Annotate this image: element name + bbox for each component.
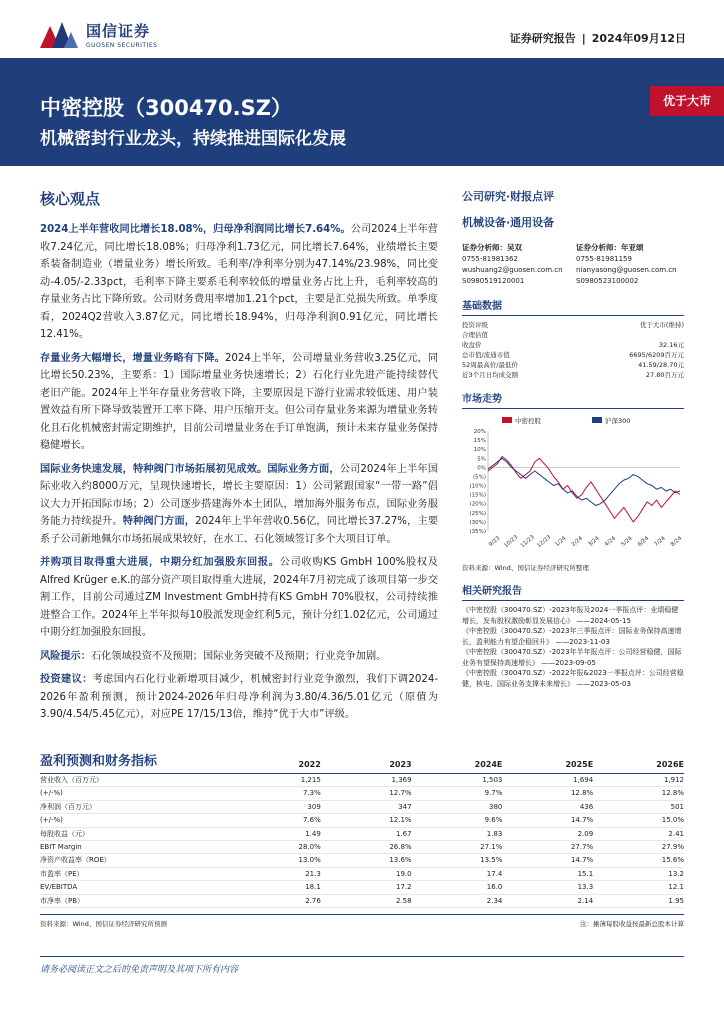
y-tick-label: (5%)	[472, 474, 486, 481]
basic-data-key: 合理估值	[462, 331, 488, 339]
paragraph-highlight: 投资建议：	[40, 674, 93, 685]
basic-data-value: 27.80百万元	[645, 371, 684, 379]
x-tick-label: 10/23	[503, 534, 520, 550]
table-row	[40, 801, 684, 814]
table-body	[40, 774, 684, 908]
y-tick-label: 20%	[473, 429, 486, 435]
basic-data-row	[462, 330, 684, 340]
paragraph-business	[40, 350, 438, 455]
table-cell: 380	[489, 802, 503, 811]
analyst-phone: 0755-81981159	[576, 255, 632, 263]
table-row	[40, 854, 684, 867]
page-header	[0, 0, 724, 58]
table-header	[40, 750, 684, 774]
x-tick-label: 8/24	[669, 535, 684, 549]
table-cell: 27.7%	[570, 843, 594, 852]
basic-data-row	[462, 370, 684, 380]
table-cell: 13.5%	[480, 856, 503, 865]
table-year: 2026E	[656, 760, 684, 769]
table-source: 资料来源：Wind、国信证券经济研究所预测	[40, 920, 167, 929]
paragraph-revenue	[40, 221, 438, 344]
table-cell: 9.7%	[484, 789, 503, 798]
basic-data-list	[462, 320, 684, 380]
paragraph-text: 公司2024上半年营收7.24亿元，同比增长18.08%；归母净利1.73亿元，同比增长7.64%，业绩增长主要系装备制造业（增量业务）增长所致。毛利率/净利率分别为47.14%/23.98%，同比变动-4.05/-2.33pct，毛利率下降主要系毛利率较低的增量业务占比上升，毛利率较高的存量业务占比下降所致。公司财务费用率增加1.21个pct，主要是汇兑损失所致。单季度看，2024Q2营收入3.87亿元，同比增长18.94%，归母净利润0.91亿元，同比增长12.41%。	[40, 224, 438, 340]
table-cell: 26.8%	[389, 843, 412, 852]
analyst-email[interactable]: nianyasong@guosen.com.cn	[576, 266, 677, 274]
x-tick-label: 6/24	[636, 535, 651, 549]
x-tick-label: 2/24	[570, 535, 585, 549]
table-row	[40, 828, 684, 841]
table-cell: 1,912	[663, 776, 684, 784]
table-cell: 1.95	[668, 896, 684, 905]
table-row-label: (+/-%)	[40, 789, 63, 798]
analyst-name: 年亚颂	[621, 243, 644, 252]
logo-text-en: GUOSEN SECURITIES	[86, 42, 158, 49]
analyst-list	[462, 242, 684, 287]
rating-badge: 优于大市	[650, 86, 724, 116]
table-cell: 436	[579, 802, 594, 811]
table-row-label: 净利润（百万元）	[40, 802, 96, 811]
table-cell: 13.2	[668, 869, 684, 878]
table-row	[40, 787, 684, 800]
paragraph-text: 公司收购KS GmbH 100%股权及Alfred Krüger e.K.的部分资产项目取得重大进展，2024年7月初完成了该项目第一步交割工作，目前公司通过ZM Investment GmbH持有KS GmbH 70%股权，公司持续推进整合工作。2024年上半年拟每10股派发现金红利5元，预计分红1.02亿元，公司通过中期分红加强股东回报。	[40, 557, 438, 638]
x-tick-label: 9/23	[487, 535, 502, 549]
basic-data-row	[462, 350, 684, 360]
legend-label: 中密控股	[515, 417, 541, 425]
related-report-item[interactable]: 《中密控股（300470.SZ）-2022年报&2023一季报点评：公司经营稳健，核电、国际业务支撑未来增长》 ——2023-05-03	[462, 669, 684, 688]
table-row-label: 净资产收益率（ROE）	[40, 856, 111, 865]
table-year: 2025E	[565, 760, 594, 769]
basic-data-value: 6695/6209百万元	[629, 351, 684, 359]
paragraph-highlight: 风险提示：	[40, 650, 91, 662]
financial-table	[40, 750, 684, 928]
paragraph-international	[40, 461, 438, 549]
table-title: 盈利预测和财务指标	[40, 754, 158, 769]
x-tick-label: 3/24	[587, 535, 601, 549]
x-tick-label: 12/23	[536, 534, 553, 550]
table-cell: 2.41	[668, 829, 684, 838]
market-trend-chart	[462, 413, 684, 561]
table-cell: 17.4	[486, 869, 503, 878]
table-row	[40, 774, 684, 787]
table-cell: 2.14	[577, 896, 594, 905]
analyst-email[interactable]: wushuang2@guosen.com.cn	[462, 266, 563, 274]
analyst-role: 证券分析师：	[462, 243, 507, 252]
paragraph-highlight: 国际业务方面，	[267, 463, 340, 475]
table-row-label: (+/-%)	[40, 816, 63, 825]
table-row-label: EBIT Margin	[40, 843, 82, 852]
basic-data-row	[462, 360, 684, 370]
table-cell: 2.58	[396, 896, 412, 905]
series-line-index	[488, 458, 680, 505]
basic-data-row	[462, 340, 684, 350]
basic-data-key: 近3个月日均成交额	[462, 371, 519, 379]
paragraph-text: 2024上半年，公司增量业务营收3.25亿元，同比增长50.23%，主要系：1）国际增量业务快速增长；2）石化行业先进产能持续替代老旧产能。2024年上半年存量业务营收下降，主要原因是下游行业需求较低迷、用户装置效益有所下降导致装置开工率下降、用户压缩开支。但公司存量业务来源为增量业务转化且石化机械密封需定期维护，目前公司增量业务在手订单饱满，预计未来存量业务保持稳健增长。	[40, 352, 439, 451]
table-year: 2022	[298, 760, 321, 769]
basic-data-row	[462, 320, 684, 330]
disclaimer-footer: 请务必阅读正文之后的免责声明及其项下所有内容	[40, 965, 239, 975]
table-cell: 347	[398, 802, 412, 811]
basic-data-key: 收盘价	[462, 341, 482, 349]
related-report-item[interactable]: 《中密控股（300470.SZ）-2023年三季报点评：国际业务保持高速增长，盈利能力有望企稳回升》 ——2023-11-03	[462, 627, 682, 646]
market-trend-svg	[462, 413, 684, 561]
paragraph-acquisition	[40, 554, 438, 642]
basic-data-key: 总市值/流通市值	[462, 351, 510, 359]
table-row-label: 营业收入（百万元）	[40, 776, 103, 784]
legend-swatch	[502, 417, 512, 423]
analyst-phone: 0755-81981362	[462, 255, 518, 263]
y-tick-label: (20%)	[469, 501, 486, 508]
related-reports-title: 相关研究报告	[462, 582, 684, 601]
paragraph-text: 2024年上半年营收0.56亿，同比增长37.27%，主要系子公司新地佩尔市场拓展成果较好，在水工、石化领域签订多个大项目订单。	[40, 516, 439, 545]
report-category: 公司研究·财报点评	[462, 190, 555, 203]
basic-data-title: 基础数据	[462, 297, 684, 316]
x-tick-label: 1/24	[554, 535, 568, 549]
table-cell: 15.1	[577, 869, 594, 878]
core-view-section	[40, 188, 438, 730]
table-cell: 1,369	[391, 776, 412, 784]
table-cell: 9.6%	[484, 816, 503, 825]
x-tick-label: 4/24	[603, 535, 618, 549]
paragraph-text: 石化领域投资不及预期；国际业务突破不及预期；行业竞争加剧。	[90, 650, 387, 662]
table-footer	[40, 914, 684, 928]
table-cell: 7.3%	[303, 789, 321, 798]
analyst-name: 吴双	[507, 243, 522, 252]
table-cell: 12.8%	[570, 789, 594, 798]
table-row-label: EV/EBITDA	[40, 883, 78, 892]
meta-separator: |	[581, 32, 586, 45]
related-report-item[interactable]: 《中密控股（300470.SZ）-2023年半年报点评：公司经营稳健，国际业务有望保持高速增长》 ——2023-09-05	[462, 648, 682, 667]
paragraph-investment	[40, 671, 438, 724]
basic-data-key: 52周最高价/最低价	[462, 361, 518, 369]
table-row	[40, 895, 684, 908]
basic-data-value: 优于大市(维持)	[639, 321, 684, 329]
table-cell: 15.6%	[661, 856, 684, 865]
guosen-logo	[40, 20, 157, 49]
table-row-label: 市净率（PB）	[40, 896, 85, 905]
basic-data-key: 投资评级	[462, 321, 488, 329]
table-cell: 13.3	[577, 883, 594, 892]
y-tick-label: (15%)	[469, 492, 486, 499]
report-meta	[510, 30, 686, 46]
table-cell: 12.1	[668, 883, 684, 892]
chart-source: 资料来源：Wind、国信证券经济研究所整理	[462, 564, 589, 572]
table-cell: 1.49	[305, 829, 321, 838]
table-row	[40, 814, 684, 827]
paragraph-highlight: 国际业务快速发展，特种阀门市场拓展初见成效。	[40, 463, 268, 475]
paragraph-highlight: 并购项目取得重大进展，中期分红加强股东回报。	[40, 557, 280, 568]
table-cell: 7.6%	[303, 816, 321, 825]
title-banner	[0, 58, 724, 166]
y-tick-label: (35%)	[469, 529, 486, 535]
report-type: 证券研究报告	[509, 32, 576, 45]
y-tick-label: 5%	[477, 456, 486, 463]
y-tick-label: 15%	[473, 438, 486, 445]
paragraph-text: 考虑国内石化行业新增项目减少，机械密封行业竞争激烈，我们下调2024-2026年盈利预测，预计2024-2026年归母净利润为3.80/4.36/5.01亿元（原值为3.90/4.54/5.45亿元），对应PE 17/15/13倍，维持“优于大市”评级。	[40, 674, 439, 720]
table-cell: 18.1	[305, 883, 321, 892]
table-cell: 1.67	[396, 829, 412, 838]
analyst-card	[576, 242, 684, 287]
legend-label: 沪深300	[605, 417, 631, 425]
paragraph-risk	[40, 648, 438, 666]
table-cell: 12.8%	[661, 789, 684, 798]
table-cell: 19.0	[396, 869, 412, 878]
paragraph-highlight: 存量业务大幅增长，增量业务略有下降。	[40, 352, 225, 364]
analyst-role: 证券分析师：	[576, 243, 621, 252]
series-line-company	[488, 457, 680, 522]
related-report-item[interactable]: 《中密控股（300470.SZ）-2023年报及2024一季报点评：业绩稳健增长，发布股权激励彰显发展信心》 ——2024-05-15	[462, 606, 679, 625]
table-cell: 17.2	[396, 883, 412, 892]
analyst-cert: S0980519120001	[462, 277, 525, 285]
report-title: 中密控股（300470.SZ）	[40, 96, 292, 120]
y-tick-label: (25%)	[469, 510, 486, 517]
table-cell: 27.1%	[480, 843, 503, 852]
table-cell: 14.7%	[570, 856, 594, 865]
report-subtitle: 机械密封行业龙头，持续推进国际化发展	[40, 129, 346, 149]
table-row	[40, 841, 684, 854]
table-cell: 12.1%	[389, 816, 412, 825]
table-cell: 2.09	[577, 829, 594, 838]
y-tick-label: (30%)	[469, 519, 486, 526]
table-cell: 27.9%	[661, 843, 684, 852]
guosen-logo-icon	[40, 22, 78, 48]
table-row-label: 市盈率（PE）	[40, 869, 84, 878]
basic-data-value: 32.16元	[658, 341, 684, 349]
analyst-cert: S0980523100002	[576, 277, 639, 285]
basic-data-value: 41.59/28.70元	[638, 361, 684, 369]
table-note: 注：摊薄每股收益按最新总股本计算	[580, 920, 684, 929]
legend-swatch	[592, 417, 602, 423]
table-cell: 12.7%	[389, 789, 412, 798]
table-row	[40, 881, 684, 894]
y-tick-label: (10%)	[469, 483, 486, 490]
report-date: 2024年09月12日	[591, 32, 686, 45]
core-view-title: 核心观点	[40, 190, 101, 208]
table-row-label: 每股收益（元）	[40, 829, 89, 838]
y-tick-label: 10%	[473, 447, 486, 454]
x-tick-label: 5/24	[620, 535, 634, 549]
market-trend-title: 市场走势	[462, 390, 684, 409]
related-reports-list	[462, 605, 684, 689]
table-year: 2023	[389, 760, 412, 769]
table-cell: 16.0	[486, 883, 503, 892]
table-cell: 14.7%	[570, 816, 594, 825]
table-cell: 2.76	[305, 896, 321, 905]
industry-category: 机械设备·通用设备	[462, 216, 555, 229]
footer-divider	[40, 956, 684, 957]
table-cell: 2.34	[486, 896, 503, 905]
sidebar	[462, 188, 684, 689]
table-cell: 13.6%	[389, 856, 412, 865]
table-cell: 21.3	[305, 869, 321, 878]
table-cell: 1.83	[486, 829, 503, 838]
table-cell: 309	[307, 802, 321, 811]
table-cell: 15.0%	[661, 816, 684, 825]
table-cell: 13.0%	[298, 856, 321, 865]
paragraph-highlight: 特种阀门方面，	[122, 516, 196, 527]
logo-text-cn: 国信证券	[86, 22, 151, 40]
table-year: 2024E	[474, 760, 503, 769]
x-tick-label: 7/24	[653, 535, 667, 549]
x-tick-label: 11/23	[519, 534, 536, 550]
table-cell: 1,694	[573, 776, 594, 784]
table-row	[40, 868, 684, 881]
table-cell: 28.0%	[298, 843, 321, 852]
paragraph-highlight: 2024上半年营收同比增长18.08%，归母净利润同比增长7.64%。	[40, 224, 351, 235]
table-cell: 501	[670, 802, 684, 811]
paragraph-text: 公司2024年上半年国际业收入约8000万元，呈现快速增长，增长主要原因：1）公司紧跟国家“一带一路”倡议大力开拓国际市场；2）公司逐步搭建海外本土团队，增加海外服务布点，国际业务服务能力持续提升。	[40, 463, 439, 527]
table-cell: 1,215	[300, 776, 321, 784]
table-cell: 1,503	[482, 776, 503, 784]
y-tick-label: 0%	[477, 465, 486, 472]
analyst-card	[462, 242, 570, 287]
